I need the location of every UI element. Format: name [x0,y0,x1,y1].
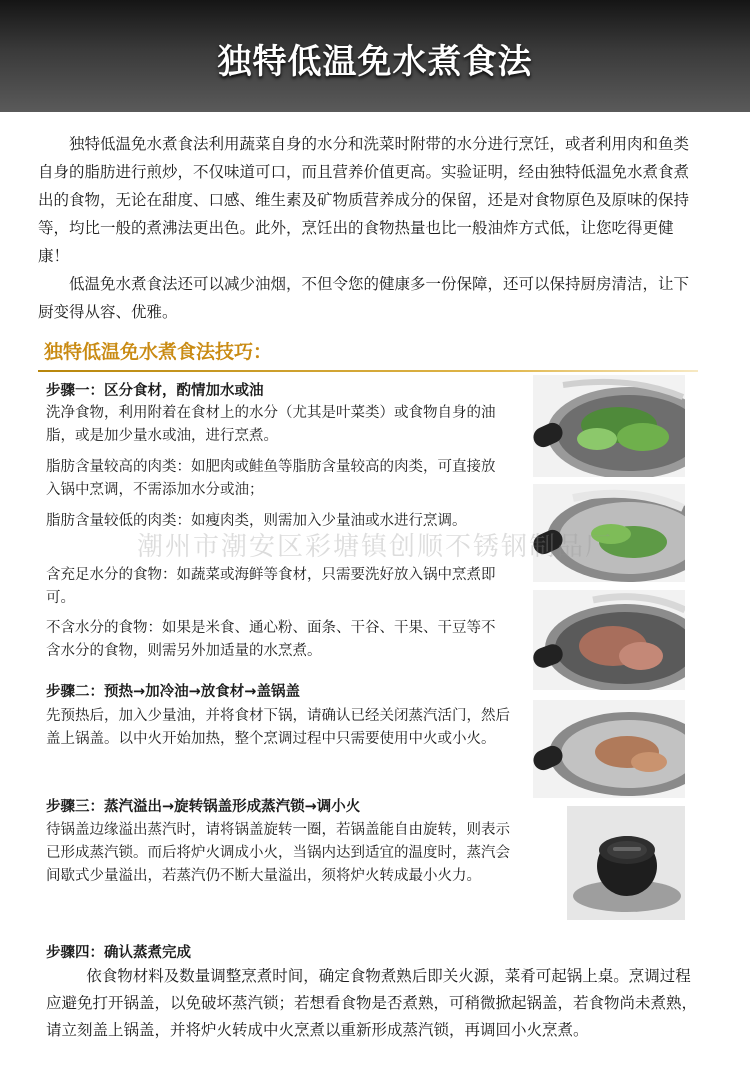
step3-paragraph: 待锅盖边缘溢出蒸汽时，请将锅盖旋转一圈，若锅盖能自由旋转，则表示已形成蒸汽锁。而后将炉火调成小火，当锅内达到适宜的温度时，蒸汽会间歇式少量溢出，若蒸汽仍不断大量溢出，须将炉火转成最小火力。 [46,822,510,884]
page-title: 独特低温免水煮食法 [217,42,533,82]
step2-heading: 步骤二：预热→加冷油→放食材→盖锅盖 [46,684,300,700]
step1-paragraph-3: 脂肪含量较低的肉类：如瘦肉类，则需加入少量油或水进行烹调。 [46,513,467,529]
step1-paragraph-1: 洗净食物，利用附着在食材上的水分（尤其是叶菜类）或食物自身的油脂，或是加少量水或油，进行烹煮。 [46,405,496,444]
watermark: 潮州市潮安区彩塘镇创顺不锈钢制品厂 [136,532,613,562]
step4-heading: 步骤四：确认蒸煮完成 [46,945,191,961]
intro-paragraph-1: 独特低温免水煮食法利用蔬菜自身的水分和洗菜时附带的水分进行烹饪，或者利用肉和鱼类自身的脂肪进行煎炒，不仅味道可口，而且营养价值更高。实验证明，经由独特低温免水煮食煮出的食物，无论在甜度、口感、维生素及矿物质营养成分的保留，还是对食物原色及原味的保持等，均比一般的煮沸法更出色。此外，烹饪出的食物热量也比一般油炸方式低，让您吃得更健康！ [38,135,690,265]
intro-paragraph-2: 低温免水煮食法还可以减少油烟，不但令您的健康多一份保障，还可以保持厨房清洁，让下厨变得从容、优雅。 [38,275,690,321]
title-banner [0,0,750,112]
intro-text [38,130,698,326]
step2-paragraph: 先预热后，加入少量油，并将食材下锅，请确认已经关闭蒸汽活门，然后盖上锅盖。以中火开始加热，整个烹调过程中只需要使用中火或小火。 [46,708,510,747]
section-divider [38,370,698,372]
photo-meat-in-pan [533,590,685,690]
photo-lid-knob [567,806,685,920]
photo-vegetables-in-pan [533,375,685,477]
step1-paragraph-5: 不含水分的食物：如果是米食、通心粉、面条、干谷、干果、干豆等不含水分的食物，则需另外加适量的水烹煮。 [46,620,496,659]
section-title: 独特低温免水煮食法技巧： [44,341,273,363]
step1-paragraph-2: 脂肪含量较高的肉类：如肥肉或鲑鱼等脂肪含量较高的肉类，可直接放入锅中烹调，不需添加水分或油； [46,459,496,498]
step1-paragraph-4: 含充足水分的食物：如蔬菜或海鲜等食材，只需要洗好放入锅中烹煮即可。 [46,567,496,606]
step4-paragraph: 依食物材料及数量调整烹煮时间，确定食物煮熟后即关火源，菜肴可起锅上桌。烹调过程应避免打开锅盖，以免破坏蒸汽锁；若想看食物是否煮熟，可稍微掀起锅盖，若食物尚未煮熟，请立刻盖上锅盖，并将炉火转成中火烹煮以重新形成蒸汽锁，再调回小火烹煮。 [46,967,698,1039]
step1-heading: 步骤一：区分食材，酌情加水或油 [46,383,264,399]
step3-heading: 步骤三：蒸汽溢出→旋转锅盖形成蒸汽锁→调小火 [46,799,361,815]
photo-meat-with-lid [533,700,685,798]
